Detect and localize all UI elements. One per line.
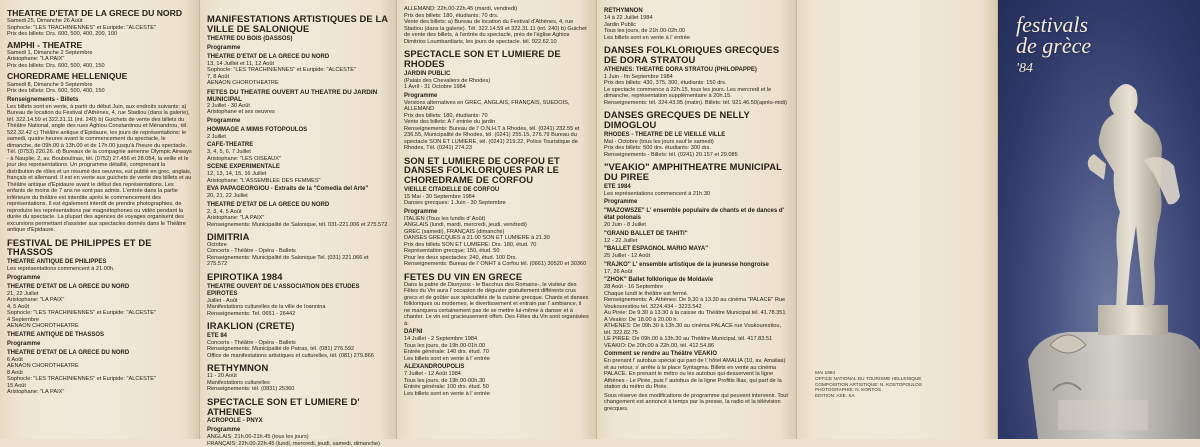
subheading: ETE 1984 (604, 183, 631, 190)
text: ANGLAIS: 21h.00-21h.45 (tous les jours) (207, 434, 309, 441)
text: 20 Juin - 8 Juillet (604, 222, 646, 229)
subheading: THEATRE D'ETAT DE LA GRECE DU NORD (207, 201, 330, 208)
text: Concerts - Théâtre - Opéra - Ballets (207, 339, 296, 346)
text: Le spectacle commence à 22h.15, tous les jours. Les mercredi et le dimanche, représentation supplémentaire à 20h.15. (604, 86, 772, 100)
text: 2 Juillet - 30 Août (207, 102, 250, 109)
text: Renseignements: Municipalité de Salonique, tél. 031-221.006 et 275.572 (207, 221, 388, 228)
text: 7 Juillet - 12 Août 1984 (404, 371, 461, 378)
text: Renseignements: Bureau de l' O.N.H.T à Rhodes, tél. (0241) 232.55 et 236.55, Municipalité de Rhodes, tél. (0241) 255.15, 276.79 Bureau du spectacle SON ET LUMIERE, tél. (0241) 219.22, Police Touristique de Rhodes, Tél. (0241) 274.23 (404, 125, 580, 152)
text: ALLEMAND: 22h.00-22h.45 (mardi, vendredi) (404, 6, 518, 12)
festival-title: IRAKLION (CRETE) (207, 320, 295, 332)
text: 25 Juillet - 12 Août (604, 253, 651, 260)
text: Entrée générale: 140 drs. étud. 70 (404, 349, 489, 356)
info-paragraph: Les billets sont en vente, à partir du début Juin, aux endroits suivants: a) Bureau de location du Festival d'Athènes, 4, rue Stadiou (dans la galerie), tél. 322.14.59 et 322.31.11 (int. 240) b) Guichets de vente des billets du Théâtre National, angle des rues Aghiou Constantinou et Ménandrou, tél. 522.32.42 c) Théâtre antique d'Epidaure, les jours de représentations: le samedi, quatre heures avant le commencement du spectacle, le dimanche, de 09h.00 à 13h.00 et de 17h.00 jusqu'à l'heure du spectacle. Tél. (0753) 220.26. d) Bureaux de la compagnie aérienne Olympic Airways - à Nauplie, 2, av. Bouboulinas, tél. (0752) 27.456 et 28.054, la veille et le jour des représentations. Un programme détaillé, comprenant la distribution de rôles et un résumé des oeuvres, est publié en grec, anglais, français et allemand. Il est en vente aux guichets de vente des billets et au Théâtre antique d'Epidaure avant le début des représentations. Les enfants de moins de 7 ans ne sont pas admis. L'entrée dans la partie inférieure du théâtre est interdite après le commencement des représentations. Il est également interdit de prendre photographies, de reproduire les représentations par magnétophones ou vidéo pendant la durée du spectacle. La plupart des agences de voyages organisent des excursions permettant d'assister aux spectacles donnés dans le Théâtre antique d'Epidaure. (7, 103, 192, 234)
subheading: ATHENES: THEATRE DORA STRATOU (PHILOPAPPE) (604, 66, 757, 73)
credit-line: COMPOSITION ARTISTIQUE: N. KOSTOPOULOS (815, 381, 922, 387)
program-label: Programme (207, 427, 241, 434)
credit-line: EDITION: ASE. SA (815, 393, 855, 399)
text: Versions alternatives en GREC, ANGLAIS, FRANÇAIS, SUEDOIS, ALLEMAND (404, 99, 570, 113)
info-paragraph: Sous réserve des modifications de programme qui peuvent intervenir. Tout changement est annoncé à temps par la presse, la radio et la télévision grecques. (604, 392, 788, 412)
text: Vente des billets: a) Bureau de location du Festival d'Athènes, 4, rue Stadiou (dans la galerie). Tél. 322.14.59 et 322.31.11 (int. 240) b) Guichet de vente des billets, à l'entrée du spectacle, près de l'église Aghios Dimitrios Loumbardiaris, les jours de spectacle. tél. 922.62.10 (404, 19, 587, 45)
text: Tous les jours, de 19h.00-00h.30 (404, 377, 486, 384)
text: Prix des billets: Drs. 600, 500, 400, 150 (7, 62, 105, 69)
panel-danses-piree (597, 0, 797, 439)
text: 15 Mai - 30 Septembre 1984 (404, 193, 475, 200)
program-label: Programme (207, 117, 241, 124)
text: Sophocle: "LES TRACHINIENNES" et Euripide: "ALCESTE" (207, 67, 356, 74)
text: 7, 8 Août (207, 73, 230, 80)
text: 15 Août (7, 382, 26, 389)
text: Renseignements: Tel. 0651 - 26442 (207, 310, 296, 317)
section-heading: THEATRE D'ETAT DE LA GRECE DU NORD (7, 8, 183, 18)
text: 11 - 20 Août (207, 373, 237, 380)
subheading: THEATRE D'ETAT DE LA GRECE DU NORD (7, 283, 130, 290)
subheading: "BALLET ESPAGNOL MARIO MAYA" (604, 246, 709, 253)
subheading: RHODES - THEATRE DE LE VIEILLE VILLE (604, 131, 726, 138)
festival-title: EPIROTIKA 1984 (207, 270, 283, 282)
text: 2 Juillet (207, 133, 226, 140)
section-heading: CHOREDRAME HELLENIQUE (7, 71, 128, 82)
credits-block (797, 370, 993, 399)
text: Aristophane: "LA PAIX" (207, 215, 265, 222)
subheading: CAFE-THEATRE (207, 142, 254, 149)
text: Renseignements - Billets: tél. (0241) 20.157 et 29.085 (604, 151, 738, 158)
text: Prix des billets: 430, 375, 300, étudiants: 150 drs. (604, 80, 727, 87)
subheading: JARDIN PUBLIC (404, 70, 451, 77)
info-paragraph: En prenant l' autobus spécial qui part de l' hôtel AMALIA (10, av. Amalias) et au retour, s' arrête à la place Syntagma. Billets en vente au cinéma PALACE. En prenant le métro ou les autobus qui desservent la ligne Athènes - Le Pirée, puis l' autobus de la ligne Profitis Ilias, qui part de la station du métro du Pirée. (604, 358, 786, 391)
text: 20, 21, 22 Juillet (207, 193, 248, 200)
text: Aristophane: "LA PAIX" (7, 389, 65, 396)
subheading: ALEXANDROUPOLIS (404, 364, 465, 371)
subheading: FETES DU THEATRE OUVERT AU THEATRE DU JARDIN MUNICIPAL (207, 88, 378, 103)
text: DANSES GRECQUES à 21.00 SON ET LUMIERE à 21.30 (404, 235, 550, 242)
festival-title: FESTIVAL DE PHILIPPES ET DE THASSOS (7, 236, 152, 258)
text: 12, 13, 14, 15, 16 Juillet (207, 171, 267, 178)
info-paragraph: Dans la patrie de Dionysos - le Bacchus des Romains-, le visiteur des Fêtes du Vin aura l' occasion de déguster gratuitement différents crus grecs et de goûter aux spécialités de la cuisine grecque. Chants et danses folkloriques ou modernes, le divertissement et entrain par l' ambiance, il ne manquera certainement pas de se mettre lui-même à danser et à chanter. Le vin est gracieusement offert. Des Fêtes du Vin sont organisées à: (404, 281, 589, 327)
subheading: Comment se rendre au Théâtre VEAKIO (604, 351, 718, 358)
subheading: "MAZOWSZE" L' ensemble populaire de chants et de dances d' état polonais (604, 208, 784, 222)
text: Renseignements: tél. 324.43.95 (matin). Billets: tél. 921.46.50(après-midi) (604, 99, 787, 106)
panel-salonique (200, 0, 397, 447)
subheading: SCENE EXPERIMENTALE (207, 164, 280, 171)
subheading: THEATRE ANTIQUE DE PHILIPPES (7, 259, 107, 266)
text: Manifestations culturelles de la ville de Ioannina (207, 304, 326, 311)
masthead-line: festivals (1016, 12, 1089, 37)
subheading: EVA PAPAGEORGIOU - Extraits de la "Comedia del Arte" (207, 186, 369, 193)
text: Au Pirée: De 9.30 à 13.30 à la caisse du Théâtre Municipal tél. 41.78.351 (604, 310, 786, 317)
subheading: THEATRE D'ETAT DE LA GRECE DU NORD (207, 53, 330, 60)
text: Prix des billets: Drs. 600, 500, 400, 150 (7, 88, 105, 95)
text: Office de manifestations artistiques et culturelles, tél. (081) 279.866 (207, 352, 374, 359)
text: Renseignements: Municipalité de Patras, tél. (081) 276.592 (207, 346, 355, 353)
text: Prix des billets: 180, étudiants: 70 (404, 112, 488, 119)
text: LE PIREE: De 09h.00 à 13h.30 au Théâtre Municipal, tél. 417.83.51 (604, 336, 773, 343)
festival-title: MANIFESTATIONS ARTISTIQUES DE LA VILLE DE SALONIQUE (207, 13, 388, 34)
text: 4, 5 Août (7, 303, 30, 310)
subheading: "RAJKO" L' ensemble artistique de la jeunesse hongroise (604, 261, 769, 268)
text: 6 Août (7, 356, 23, 363)
text: VEAKIO: De 20h.00 à 22h.00, tél. 412.54.86 (604, 342, 715, 349)
text: (Palais des Chevaliers de Rhodes) (404, 77, 491, 84)
festival-title: DANSES GRECQUES DE NELLY DIMOGLOU (604, 109, 750, 130)
text: Samedi 1, Dimanche 2 Septembre (7, 49, 93, 56)
text: Les billets sont en vente à l' entrée (604, 34, 690, 41)
text: Prix des billets SON ET LUMIERE: Drs. 180, étud. 70 (404, 241, 537, 248)
subheading: RETHYMNON (604, 8, 643, 14)
text: Aristophane: "LA PAIX" (7, 297, 65, 304)
text: Prix des billets: 180, étudiants: 70 drs. (404, 12, 499, 19)
text: Mai - Octobre (tous les jours sauf le samedi) (604, 138, 714, 145)
text: 4 Septembre (7, 316, 40, 323)
text: Chaque lundi le théâtre est fermé. (604, 290, 689, 297)
text: Vente des billets: A l' entrée du jardin (404, 119, 496, 126)
text: Samedi 8, Dimanche 9 Septembre (7, 81, 93, 88)
text: A Veakio: De 18.00 à 20.00 h. (604, 316, 679, 323)
text: Manifestations culturelles (207, 379, 270, 386)
section-heading: AMPHI - THEATRE (7, 39, 83, 50)
text: Danses grecques: 1 Juin - 30 Septembre (404, 200, 506, 207)
subheading: "ZHOK" Ballet folklorique de Moldavie (604, 277, 714, 284)
subheading: VIEILLE CITADELLE DE CORFOU (404, 186, 500, 193)
subheading: THEATRE DU BOIS (DASSOS) (207, 35, 293, 42)
text: AENAON CHOROTHEATRE (207, 80, 279, 87)
text: Pour les deux spectacles: 240, étud. 100 Drs. (404, 254, 517, 261)
text: AENAON CHOROTHEATRE (7, 363, 79, 370)
subheading: ETE 84 (207, 332, 228, 339)
text: 3, 4, 5, 6, 7 Juillet (207, 149, 251, 156)
text: Renseignements: Bureau de l' ONHT à Corfou tél. (0661) 30520 et 30360 (404, 261, 587, 268)
text: GREC (samedi), FRANÇAIS (dimanche) (404, 228, 505, 235)
text: 12 - 22 Juillet (604, 237, 638, 244)
text: Octobre (207, 241, 227, 248)
program-label: Programme (207, 44, 241, 51)
text: FRANÇAIS: 22h.00-22h.45 (lundi, mercredi, jeudi, samedi, dimanche) (207, 440, 380, 447)
text: Jardin Public (604, 21, 637, 28)
masthead-line: de grèce (1016, 33, 1092, 58)
festival-title: SON ET LUMIERE DE CORFOU ET DANSES FOLKLORIQUES PAR LE CHOREDRAME DE CORFOU (404, 154, 560, 186)
panel-epidaure-philippes (0, 0, 200, 439)
text: ATHENES: De 09h.30 à 13h.30 au cinéma PALACE rue Voukourestiou, tél. 322.82.75 (604, 323, 782, 336)
text: Tous les jours, de 21h.00-02h.00 (604, 28, 686, 34)
text: Entrée générale: 100 drs. étud. 50 (404, 384, 489, 391)
festival-title: RETHYMNON (207, 362, 269, 374)
credit-line: PHOTOGRAPHIE: N. KONTOS (815, 387, 881, 393)
text: Samedi 25, Dimanche 26 Août (7, 18, 83, 25)
text: ITALIEN (Tous les lundis d' Août) (404, 215, 486, 222)
credit-line: OFFICE NATIONAL DU TOURISME HELLENIQUE (815, 375, 922, 381)
text: Aristophane: "LES OISEAUX" (207, 155, 281, 162)
text: 21, 22 Juillet (7, 290, 39, 297)
festival-title: FETES DU VIN EN GRECE (404, 270, 523, 282)
text: Tous les jours, de 19h.00-01h.00 (404, 342, 486, 349)
program-label: Programme (404, 208, 438, 215)
text: 13, 14 Juillet et 11, 12 Août (207, 60, 275, 67)
text: 17, 26 Août (604, 268, 633, 275)
subheading: ACROPOLE - PNYX (207, 418, 263, 425)
text: Les billets sont en vente à l' entrée (404, 355, 490, 362)
festival-title: DANSES FOLKLORIQUES GRECQUES DE DORA STRATOU (604, 44, 780, 65)
subheading: THEATRE D'ETAT DE LA GRECE DU NORD (7, 349, 130, 356)
credit-line: MAI 1984 (815, 370, 836, 376)
subheading: DAFNI (404, 329, 423, 336)
program-label: Programme (604, 199, 638, 206)
festival-title: SPECTACLE SON ET LUMIERE D' ATHENES (207, 395, 360, 417)
text: Les représentations commencent à 21h.30 (604, 190, 711, 197)
festival-title: DIMITRIA (207, 231, 250, 243)
festival-title: "VEAKIO" AMPHITHEATRE MUNICIPAL DU PIREE (604, 161, 782, 182)
text: Renseignements: tél. (0831) 25360 (207, 386, 295, 393)
subheading: Renseignements - Billets (7, 96, 79, 103)
cover-masthead (1016, 14, 1091, 79)
text: Prix des billets: 500 drs. étudiants: 300 drs. (604, 145, 711, 152)
program-label: Programme (7, 274, 41, 281)
text: Représentation grecque: 150, étud. 50 (404, 248, 500, 255)
subheading: HOMMAGE A MIMIS FOTOPOULOS (207, 126, 308, 133)
panel-son-et-lumiere (397, 0, 597, 439)
text: Prix des billets: Drs. 600, 500, 400, 200, 100 (7, 31, 118, 38)
text: Sophocle: "LES TRACHINIENNES" et Euripide: "ALCESTE" (7, 310, 156, 317)
masthead-year: '84 (1016, 61, 1033, 76)
text: ANGLAIS (lundi, mardi, mercredi, jeudi, vendredi) (404, 222, 527, 229)
program-label: Programme (7, 340, 41, 347)
text: Les billets sont en vente à l' entrée (404, 390, 490, 397)
text: 14 à 22 Juillet 1984 (604, 15, 653, 21)
subheading: THEATRE OUVERT DE L'ASSOCIATION DES ETUDES EPIROTES (207, 283, 360, 297)
text: Renseignements: Municipalité de Salonique Tel. (031) 221.066 et 275.572 (207, 254, 369, 268)
text: 14 Juillet - 2 Septembre 1984 (404, 336, 478, 343)
subheading: THEATRE ANTIQUE DE THASSOS (7, 331, 105, 338)
panel-credits (797, 0, 998, 439)
text: Les représentations commencent à 21.00h. (7, 266, 115, 273)
festival-title: SPECTACLE SON ET LUMIERE DE RHODES (404, 48, 561, 69)
text: 28 Août - 16 Septembre (604, 284, 664, 291)
text: Sophocle: "LES TRACHINIENNES" et Euripide: "ALCESTE" (7, 24, 156, 31)
text: 1 Juin - fin Septembre 1984 (604, 73, 673, 80)
text: Juillet - Août (207, 297, 238, 304)
text: Sophocle: "LES TRACHINIENNES" et Euripide: "ALCESTE" (7, 376, 156, 383)
cover-panel (998, 0, 1200, 439)
text: Aristophane: "LA PAIX" (7, 56, 65, 63)
program-label: Programme (404, 92, 438, 99)
text: Aristophane: "L'ASSEMBLEE DES FEMMES" (207, 177, 321, 184)
subheading: "GRAND BALLET DE TAHITI" (604, 230, 688, 237)
text: AENAON CHOROTHEATRE (7, 323, 79, 330)
text: Aristophane et ses oeuvres (207, 109, 275, 116)
text: 8 Août (7, 369, 23, 376)
text: 2, 3, 4, 5 Août (207, 208, 242, 215)
text: 1 Avril - 31 Octobre 1984 (404, 84, 466, 91)
text: Renseignements: A. Athènes: De 9.30 à 13.30 au cinéma "PALACE" Rue Voukourestiou tel. 3224.434 - 3223.542 (604, 297, 786, 310)
text: Concerts - Théâtre - Opéra - Ballets (207, 248, 296, 255)
